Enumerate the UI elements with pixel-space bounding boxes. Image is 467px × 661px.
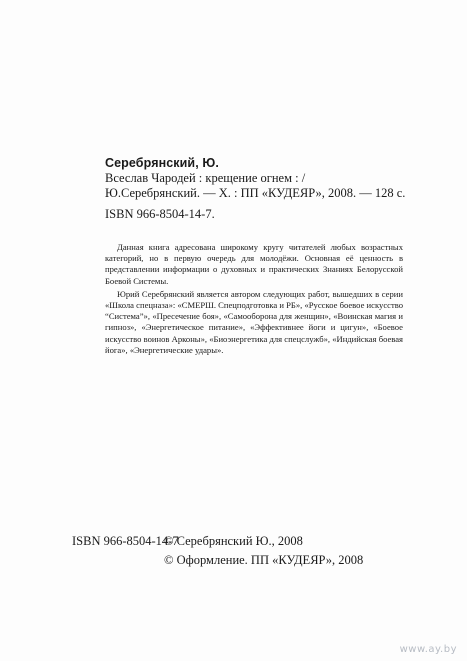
- watermark: www.ay.by: [399, 644, 457, 655]
- footer-isbn: ISBN 966-8504-14-7: [72, 534, 179, 548]
- annotation-paragraph-1: Данная книга адресована широкому кругу читателей любых возрастных категорий, но в первую очередь для молодёжи. Основная её ценность в представлении информации о духовных и практических Знаниях Белорусской Боевой Системы.: [105, 242, 403, 286]
- imprint-footer: [72, 532, 363, 570]
- bibliographic-record: [105, 155, 435, 201]
- isbn-record: ISBN 966-8504-14-7.: [105, 207, 215, 221]
- copyright-author: © Серебрянский Ю., 2008: [164, 534, 303, 548]
- title-line-2: Ю.Серебрянский. — Х. : ПП «КУДЕЯР», 2008. — 128 с.: [105, 186, 406, 200]
- footer-row-1: [72, 532, 363, 551]
- author-heading: Серебрянский, Ю.: [105, 156, 219, 170]
- footer-spacer: [72, 551, 164, 570]
- annotation-paragraph-2: Юрий Серебрянский является автором следующих работ, вышедших в серии «Школа спецназа»: «СМЕРШ. Спецподготовка и РБ», «Русское боевое искусство “Система”», «Пресечение боя», «Самооборона для женщин», «Воинская магия и гипноз», «Энергетическое питание», «Эффективнее йоги и цигун», «Боевое искусство воинов Арконы», «Биоэнергетика для спецслужб», «Индийская боевая йога», «Энергетические удары».: [105, 288, 403, 355]
- copyright-design: © Оформление. ПП «КУДЕЯР», 2008: [164, 553, 364, 567]
- annotation-text: [105, 242, 403, 356]
- footer-row-2: [72, 551, 363, 570]
- title-line-1: Всеслав Чародей : крещение огнем : /: [105, 171, 306, 185]
